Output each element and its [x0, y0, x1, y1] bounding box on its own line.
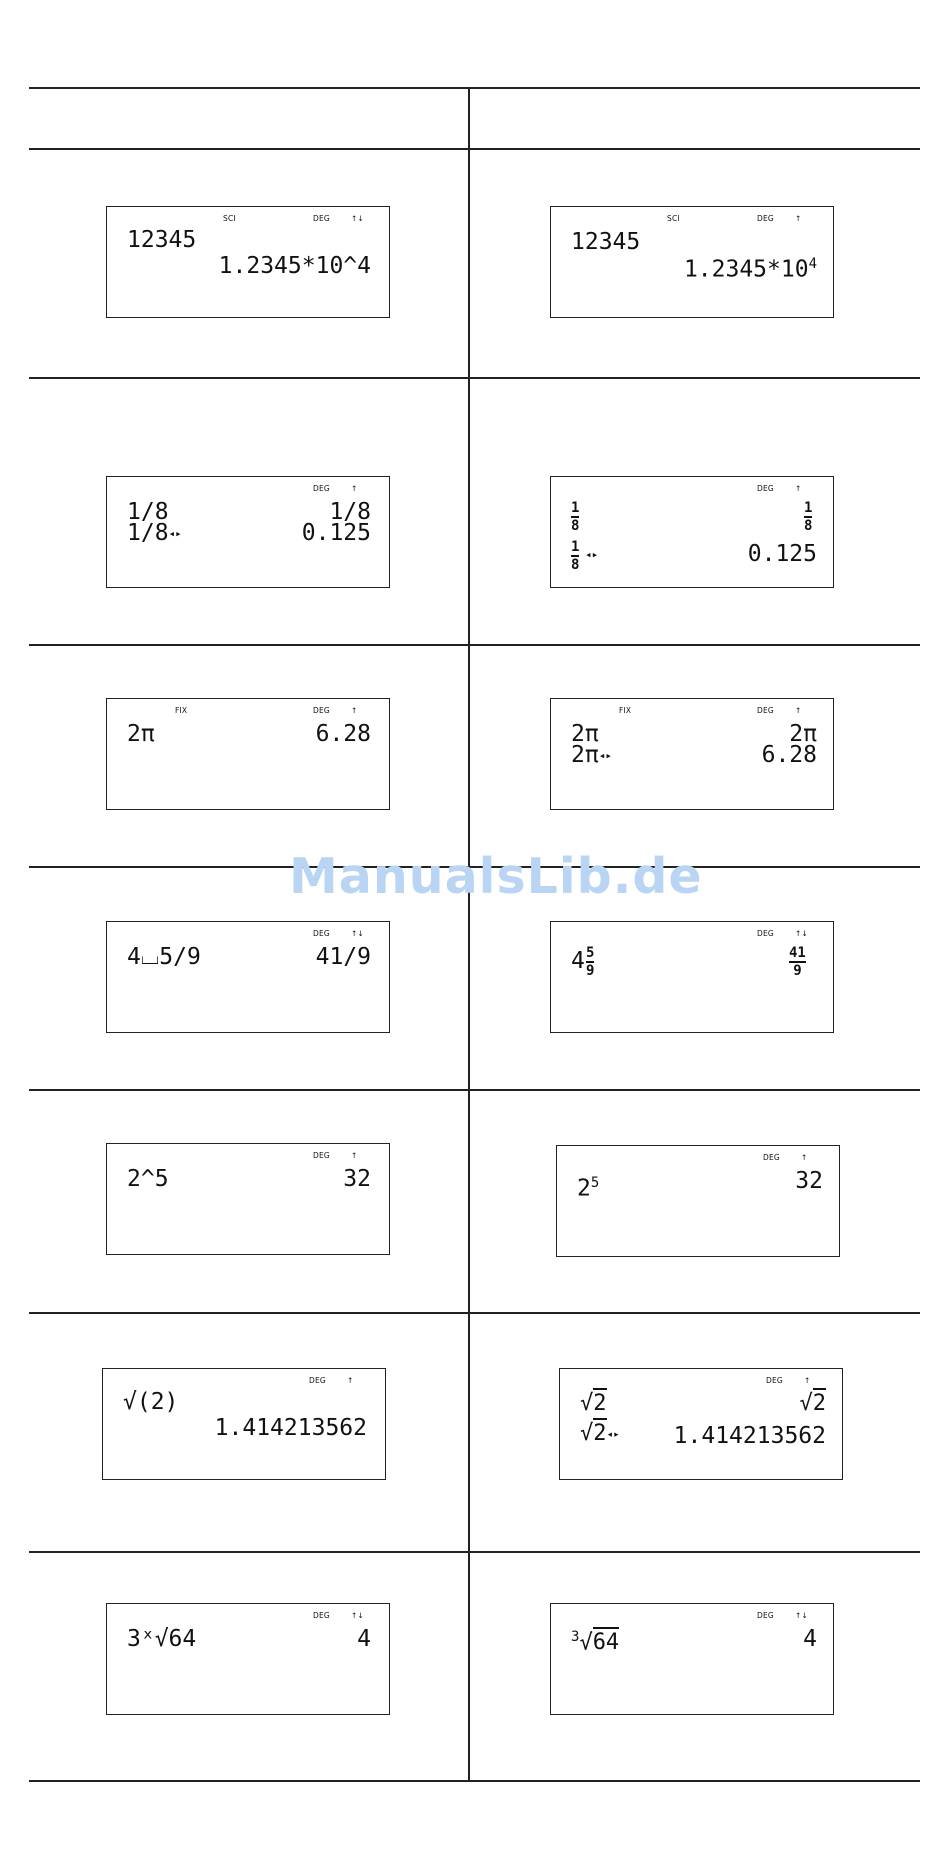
- input-expression: [127, 522, 182, 545]
- lcd-screen-fraction-math: [550, 476, 834, 588]
- fix-indicator: FIX: [619, 706, 632, 715]
- result-value: 1.414213562: [214, 1415, 367, 1441]
- numerator: 1: [804, 500, 813, 516]
- result-value: 6.28: [761, 742, 817, 768]
- result-exponent: 4: [808, 256, 817, 272]
- lcd-screen-cuberoot-math: [550, 1603, 834, 1715]
- deg-indicator: DEG: [757, 929, 774, 938]
- denominator: 8: [804, 518, 813, 534]
- radicand: 2: [593, 1388, 606, 1416]
- sci-indicator: SCI: [667, 214, 680, 223]
- fraction-input: [586, 946, 594, 978]
- input-expression: 3ˣ√64: [127, 1626, 197, 1652]
- input-expression: 2π: [127, 721, 155, 747]
- lcd-screen-power-line: [106, 1143, 390, 1255]
- deg-indicator: DEG: [309, 1376, 326, 1385]
- row-divider: [29, 1089, 920, 1091]
- lcd-screen-mixed-line: [106, 921, 390, 1033]
- sqrt-echo: √2: [800, 1393, 827, 1415]
- result-value: 4: [357, 1626, 371, 1652]
- deg-indicator: DEG: [313, 1611, 330, 1620]
- deg-indicator: DEG: [313, 214, 330, 223]
- scroll-arrows-icon: ↑↓: [351, 214, 364, 223]
- input-expression: 12345: [571, 229, 641, 255]
- scroll-arrows-icon: ↑: [351, 1151, 358, 1160]
- lcd-screen-sci-line: [106, 206, 390, 318]
- fraction-result: [804, 501, 812, 533]
- left-right-arrow-icon: ◂▸: [598, 749, 612, 762]
- lcd-screen-sqrt-math: [559, 1368, 843, 1480]
- scroll-arrows-icon: ↑: [351, 706, 358, 715]
- left-right-arrow-icon: ◂▸: [606, 1427, 620, 1441]
- table-top-rule: [29, 87, 920, 89]
- fraction-result: [789, 946, 806, 978]
- deg-indicator: DEG: [763, 1153, 780, 1162]
- denominator: 9: [793, 963, 802, 979]
- result-value: 32: [343, 1166, 371, 1192]
- deg-indicator: DEG: [766, 1376, 783, 1385]
- result-value: [684, 257, 817, 282]
- lcd-screen-fix-line: [106, 698, 390, 810]
- power-exponent: 5: [590, 1175, 600, 1191]
- lcd-screen-power-math: [556, 1145, 840, 1257]
- deg-indicator: DEG: [757, 484, 774, 493]
- scroll-arrows-icon: ↑: [795, 484, 802, 493]
- table-header-rule: [29, 148, 920, 150]
- power-base: 2: [577, 1175, 591, 1202]
- input-expression: 4⌴5/9: [127, 944, 201, 970]
- result-value: 32: [795, 1168, 823, 1194]
- scroll-arrows-icon: ↑↓: [351, 1611, 364, 1620]
- deg-indicator: DEG: [757, 706, 774, 715]
- deg-indicator: DEG: [313, 929, 330, 938]
- table-bottom-rule: [29, 1780, 920, 1782]
- lcd-screen-fix-math: [550, 698, 834, 810]
- row-divider: [29, 644, 920, 646]
- cube-root-input: $^3$√64: [571, 1629, 620, 1656]
- input-expression: 12345: [127, 227, 197, 253]
- radicand: 2: [593, 1418, 606, 1446]
- scroll-arrows-icon: ↑↓: [795, 1611, 808, 1620]
- row-divider: [29, 1312, 920, 1314]
- input-expression: [577, 1176, 599, 1201]
- result-value: 4: [803, 1626, 817, 1652]
- watermark: ManualsLib.de: [289, 848, 703, 905]
- input-expression: √(2): [123, 1389, 179, 1415]
- line2-input: 2π: [571, 742, 599, 768]
- result-mantissa: 1.2345*10: [683, 256, 809, 283]
- input-expression: [571, 744, 612, 767]
- numerator: 41: [789, 945, 806, 961]
- row-divider: [29, 866, 920, 868]
- scroll-arrows-icon: ↑: [347, 1376, 354, 1385]
- denominator: 9: [586, 963, 595, 979]
- lcd-screen-cuberoot-line: [106, 1603, 390, 1715]
- result-value: 0.125: [301, 520, 371, 546]
- scroll-arrows-icon: ↑: [351, 484, 358, 493]
- input-expression: 2π: [571, 721, 599, 747]
- left-right-arrow-icon: ◂▸: [585, 548, 599, 561]
- lcd-screen-mixed-math: [550, 921, 834, 1033]
- numerator: 1: [571, 539, 580, 555]
- lcd-screen-sqrt-line: [102, 1368, 386, 1480]
- radicand: 64: [593, 1627, 620, 1655]
- deg-indicator: DEG: [313, 1151, 330, 1160]
- result-value: 6.28: [315, 721, 371, 747]
- lcd-screen-fraction-line: [106, 476, 390, 588]
- sci-indicator: SCI: [223, 214, 236, 223]
- radicand: 2: [813, 1388, 826, 1416]
- denominator: 8: [571, 518, 580, 534]
- scroll-arrows-icon: ↑↓: [795, 929, 808, 938]
- result-value: 1.2345*10^4: [218, 253, 371, 279]
- result-value: 1/8: [329, 499, 371, 525]
- deg-indicator: DEG: [313, 706, 330, 715]
- numerator: 1: [571, 500, 580, 516]
- scroll-arrows-icon: ↑: [795, 706, 802, 715]
- result-value: 41/9: [315, 944, 371, 970]
- fix-indicator: FIX: [175, 706, 188, 715]
- fraction-input: [571, 540, 579, 572]
- left-right-arrow-icon: ◂▸: [168, 527, 182, 540]
- denominator: 8: [571, 557, 580, 573]
- input-expression: 1/8: [127, 499, 169, 525]
- mixed-whole: 4: [571, 948, 585, 974]
- deg-indicator: DEG: [313, 484, 330, 493]
- scroll-arrows-icon: ↑: [804, 1376, 811, 1385]
- scroll-arrows-icon: ↑: [795, 214, 802, 223]
- row-divider: [29, 377, 920, 379]
- scroll-arrows-icon: ↑↓: [351, 929, 364, 938]
- deg-indicator: DEG: [757, 1611, 774, 1620]
- sqrt-input: √2◂▸: [580, 1423, 620, 1445]
- input-expression: 2^5: [127, 1166, 169, 1192]
- root-index: 3: [571, 1629, 580, 1645]
- result-value: 1.414213562: [673, 1423, 826, 1449]
- lcd-screen-sci-math: [550, 206, 834, 318]
- row-divider: [29, 1551, 920, 1553]
- line2-input: 1/8: [127, 520, 169, 546]
- sqrt-input: √2: [580, 1393, 607, 1415]
- numerator: 5: [586, 945, 595, 961]
- scroll-arrows-icon: ↑: [801, 1153, 808, 1162]
- fraction-input: [571, 501, 579, 533]
- deg-indicator: DEG: [757, 214, 774, 223]
- column-divider: [468, 87, 470, 1782]
- result-value: 2π: [789, 721, 817, 747]
- result-value: 0.125: [747, 541, 817, 567]
